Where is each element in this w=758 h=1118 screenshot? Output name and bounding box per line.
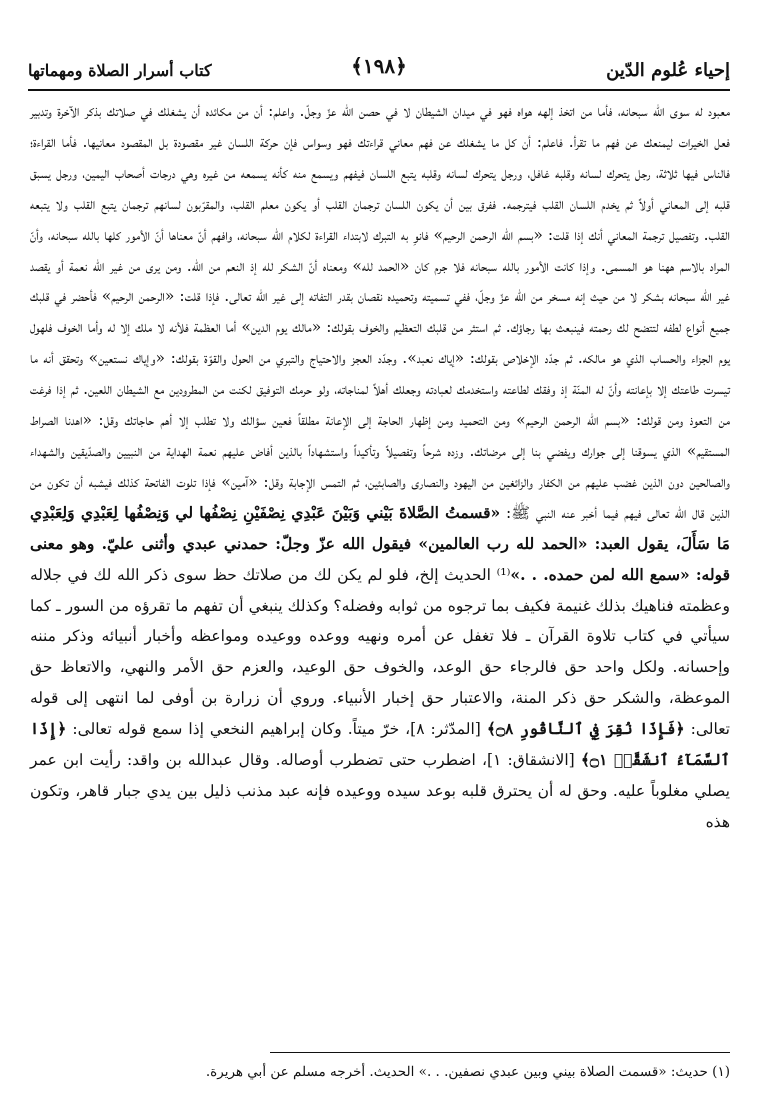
footnote-text: حديث: «قسمت الصلاة بيني وبين عبدي نصفين. . .» الحديث. أخرجه مسلم عن أبي هريرة.	[205, 1064, 708, 1080]
verse-reference: [المدّثر: ٨]، خرّ ميتاً. وكان إبراهيم النخعي إذا سمع قوله تعالى:	[66, 720, 487, 739]
chapter-title: كتاب أسرار الصلاة ومهماتها	[28, 60, 212, 80]
book-title: إحياء عُلوم الدّين	[606, 59, 730, 81]
footnote-rule	[270, 1052, 730, 1053]
footnote-ref: ⁽¹⁾	[496, 565, 511, 584]
page-number: ﴿١٩٨﴾	[351, 54, 407, 78]
quran-verse: ﴿فَإِذَا نُقِرَ فِي ٱلنَّاقُورِ ۝٨﴾	[486, 719, 685, 739]
body-text: معبود له سوى الله سبحانه، فأما من اتخذ إلهه هواه فهو في ميدان الشيطان لا في حصن الله عزّ وجلّ. واعلم: أن من مكائده أن يشغلك في صلاتك بذكر الآخرة وتدبير فعل الخيرات ليمنعك عن فهم ما تقرأ. فاعلم: أن كل ما يشغلك عن فهم معاني قراءتك فهو وسواس فإن حركة اللسان غير مقصودة بل المقصود معانيها. فأما القراءة؛ فالناس فيها ثلاثة، رجل يتحرك لسانه وقلبه غافل، ورجل يتحرك لسانه وقلبه يتبع اللسان فيفهم ويسمع منه كأنه يسمعه من غيره وهي درجات أصحاب اليمين، ورجل يسبق قلبه إلى المعاني أولاً ثم يخدم اللسان القلب فيترجمه. ففرق بين أن يكون اللسان ترجمان القلب أو يكون معلم القلب، والمقرّبون لسانهم ترجمان يتبع القلب ولا يتبعه القلب. وتفصيل ترجمة المعاني أنك إذا قلت: «بسم الله الرحمن الرحيم» فانوِ به التبرك لابتداء القراءة لكلام الله سبحانه، وافهم أنّ معناها أنّ الأمور كلها بالله سبحانه، وأنّ المراد بالاسم ههنا هو المسمى. وإذا كانت الأمور بالله سبحانه فلا جرم كان «الحمد لله» ومعناه أنّ الشكر لله إذ النعم من الله. ومن يرى من غير الله نعمة أو يقصد غير الله سبحانه بشكر لا من حيث إنه مسخر من الله عزّ وجلّ، ففي تسميته وتحميده نقصان بقدر التفاته إلى غير الله تعالى. فإذا قلت: «الرحمن الرحيم» فأحضر في قلبك جميع أنواع لطفه لتتضح لك رحمته فينبعث بها رجاؤك. ثم استثر من قلبك التعظيم والخوف بقولك: «مالك يوم الدين» أما العظمة فلأنه لا ملك إلا له وأما الخوف فلهول يوم الجزاء والحساب الذي هو مالكه. ثم جدّد الإخلاص بقولك: «إياك نعبد». وجدّد العجز والاحتياج والتبري من الحول والقوّة بقولك: «وإياك نستعين» وتحقق أنه ما تيسرت طاعتك إلا بإعانته وأنّ له المنّة إذ وفقك لطاعته واستخدمك لعبادته وجعلك أهلاً لمناجاته، ولو حرمك التوفيق لكنت من المطرودين مع الشيطان اللعين. ثم إذا فرغت من التعوذ ومن قولك: «بسم الله الرحمن الرحيم» ومن التحميد ومن إظهار الحاجة إلى الإعانة مطلقاً فعين سؤالك ولا تطلب إلا أهم حاجاتك وقل: «اهدنا الصراط المستقيم» الذي يسوقنا إلى جوارك ويفضي بنا إلى مرضاتك. وزده شرحاً وتفصيلاً وتأكيداً واستشهاداً بالذين أفاض عليهم نعمة الهداية من النبيين والصدّيقين والشهداء والصالحين دون الذين غضب عليهم من الكفار والزائغين من اليهود والنصارى والصابئين، ثم التمس الإجابة وقل: «آمين» فإذا تلوت الفاتحة كذلك فيشبه أن تكون من الذين قال الله تعالى فيهم فيما أخبر عنه النبي ﷺ:	[30, 102, 730, 522]
footnote	[28, 1060, 730, 1084]
footnote-number: (١)	[712, 1064, 730, 1080]
quran-verse: ﴿إِذَا ٱلسَّمَآءُ ٱنشَقَّتۡ ۝١﴾	[30, 719, 731, 770]
body-text-end: [الانشقاق: ١]، اضطرب حتى تضطرب أوصاله. وقال عبدالله بن واقد: رأيت ابن عمر يصلي مغلوباً عليه. وحق له أن يحترق قلبه بوعد سيده ووعيده فإنه عبد مذنب ذليل بين يدي جبار قاهر، وتكون هذه	[30, 751, 730, 831]
header-rule	[28, 89, 730, 91]
main-text	[30, 96, 730, 838]
body-text-continued: الحديث إلخ، فلو لم يكن لك من صلاتك حظ سوى ذكر الله لك في جلاله وعظمته فناهيك بذلك غنيمة فكيف بما ترجوه من ثوابه وفضله؟ وكذلك ينبغي أن تفهم ما تقرؤه من السور ـ كما سيأتي في كتاب تلاوة القرآن ـ فلا تغفل عن أمره ونهيه ووعده ووعيده ومواعظه وأخبار أنبيائه وذكر مننه وإحسانه. ولكل واحد حق فالرجاء حق الوعد، والخوف حق الوعيد، والعزم حق الأمر والنهي، والاتعاظ حق الموعظة، والشكر حق ذكر المنة، والاعتبار حق إخبار الأنبياء. وروي أن زرارة بن أوفى لما انتهى إلى قوله تعالى:	[30, 565, 731, 739]
running-header	[28, 52, 730, 88]
hadith-quote: «قسمتُ الصَّلاةَ بَيْني وَبَيْنَ عَبْدِي نِصْفَيْنِ نِصْفُها لي وَنِصْفُها لِعَبْدِي وَلِعَبْدِي مَا سَأَلَ، يقول العبد: «الحمد لله رب العالمين» فيقول الله عزّ وجلّ: حمدني عبدي وأثنى عليّ. وهو معنى قوله: «سمع الله لمن حمده. . .»	[30, 502, 730, 584]
body-paragraph	[30, 96, 730, 838]
